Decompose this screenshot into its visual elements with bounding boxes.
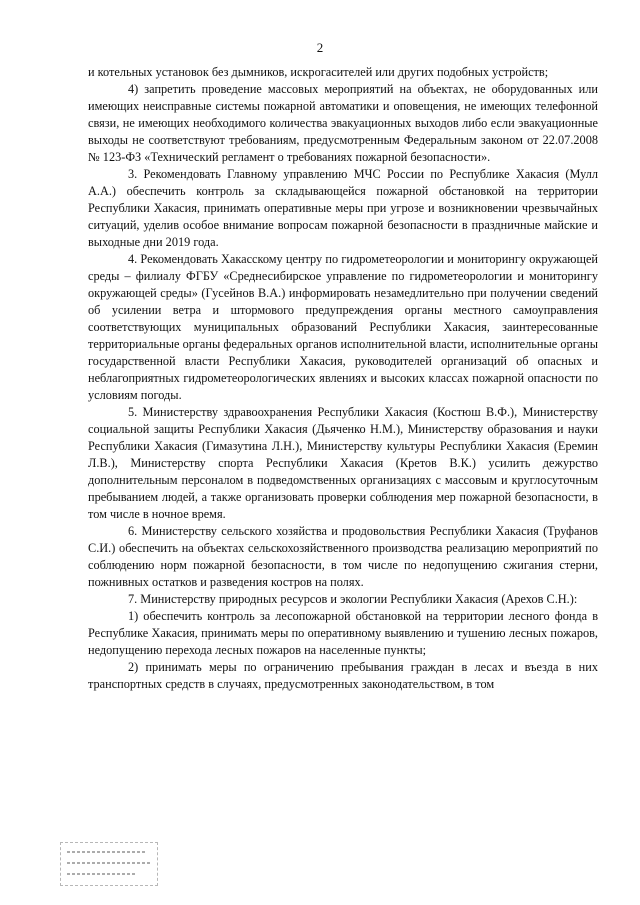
page-number: 2 bbox=[316, 40, 324, 55]
paragraph-item-1-forest-control: 1) обеспечить контроль за лесопожарной обстановкой на территории лесного фонда в Республике Хакасия, принимать меры по оперативному выявлению и тушению лесных пожаров, недопущению перехода лесных пожаров на населенные пункты; bbox=[88, 609, 598, 657]
paragraph-item-4-mass-events: 4) запретить проведение массовых мероприятий на объектах, не оборудованных или имеющих неисправные системы пожарной автоматики и оповещения, не имеющих телефонной связи, не имеющих необходимого количества эвакуационных выходов либо если эвакуационные выходы не соответствуют требованиям, предусмотренным Федеральным законом от 22.07.2008 № 123-ФЗ «Технический регламент о требованиях пожарной безопасности». bbox=[88, 82, 598, 164]
stamp-line bbox=[67, 873, 137, 875]
paragraph-section-6-agriculture: 6. Министерству сельского хозяйства и продовольствия Республики Хакасия (Труфанов С.И.) обеспечить на объектах сельскохозяйственного производства реализацию мероприятий по соблюдению норм пожарной безопасности, в том числе по недопущению сжигания стерни, пожнивных остатков и разведения костров на полях. bbox=[88, 524, 598, 589]
paragraph-section-7-natural-resources: 7. Министерству природных ресурсов и экологии Республики Хакасия (Арехов С.Н.): bbox=[128, 592, 578, 606]
paragraph-continuation: и котельных установок без дымников, искрогасителей или других подобных устройств; bbox=[88, 65, 549, 79]
document-body bbox=[88, 64, 598, 693]
paragraph-section-4-hydrometeorology: 4. Рекомендовать Хакасскому центру по гидрометеорологии и мониторингу окружающей среды – филиалу ФГБУ «Среднесибирское управление по гидрометеорологии и мониторингу окружающей среды» (Гусейнов В.А.) информировать незамедлительно при получении сведений об усилении ветра и штормового предупреждения органы местного самоуправления соответствующих муниципальных образований Республики Хакасия, заинтересованные территориальные органы федеральных органов исполнительной власти, исполнительные органы государственной власти Республики Хакасия, руководителей организаций об опасных и неблагоприятных гидрометеорологических явлениях и высоких классах пожарной опасности по условиям погоды. bbox=[88, 252, 598, 402]
stamp-line bbox=[67, 851, 145, 853]
paragraph-item-2-restrictions: 2) принимать меры по ограничению пребывания граждан в лесах и въезда в них транспортных средств в случаях, предусмотренных законодательством, в том bbox=[88, 660, 598, 691]
document-stamp bbox=[60, 842, 158, 886]
paragraph-section-3-emergency-ministry: 3. Рекомендовать Главному управлению МЧС России по Республике Хакасия (Мулл А.А.) обеспечить контроль за складывающейся пожарной обстановкой на территории Республики Хакасия, принимать оперативные меры при угрозе и возникновении чрезвычайных ситуаций, уделив особое внимание вопросам пожарной безопасности в праздничные майские и выходные дни 2019 года. bbox=[88, 167, 598, 249]
paragraph-section-5-ministries: 5. Министерству здравоохранения Республики Хакасия (Костюш В.Ф.), Министерству социальной защиты Республики Хакасия (Дьяченко Н.М.), Министерству образования и науки Республики Хакасия (Гимазутина Л.Н.), Министерству культуры Республики Хакасия (Еремин Л.В.), Министерству спорта Республики Хакасия (Кретов В.К.) усилить дежурство дополнительным персоналом в подведомственных организациях с массовым и круглосуточным пребыванием людей, а также организовать проверки соблюдения мер пожарной безопасности, в том числе в ночное время. bbox=[88, 405, 598, 521]
stamp-line bbox=[67, 862, 151, 864]
